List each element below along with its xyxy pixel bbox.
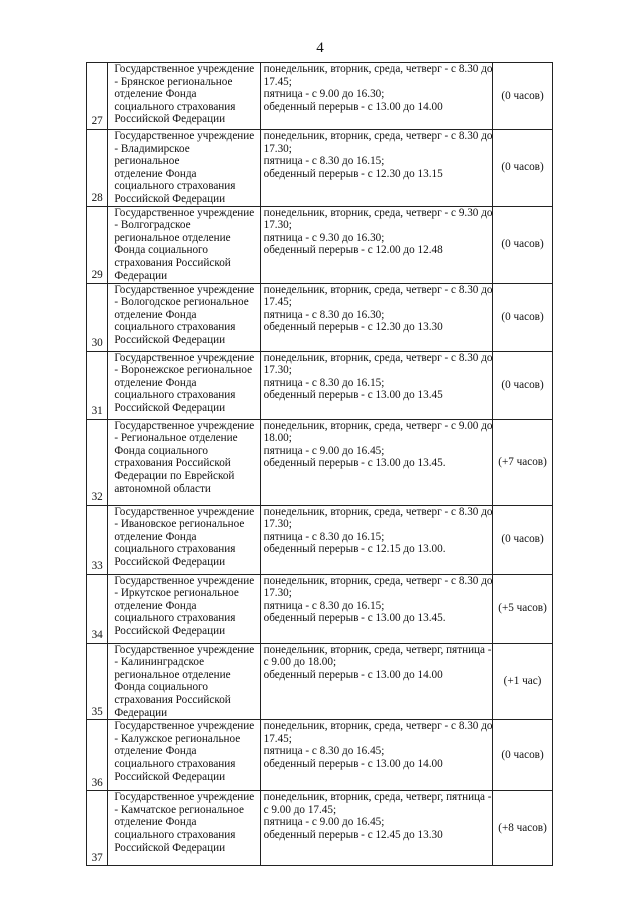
organization-line: социального страхования bbox=[114, 180, 236, 193]
organization-line: региональное отделение bbox=[114, 668, 231, 681]
organization-line: социального страхования bbox=[114, 389, 236, 402]
organization-cell bbox=[108, 643, 260, 720]
time-offset-cell: (0 часов) bbox=[493, 505, 553, 574]
row-number: 28 bbox=[87, 130, 108, 207]
organization-line: региональное отделение bbox=[114, 231, 231, 244]
schedule-line: 17.30; bbox=[263, 364, 292, 377]
organization-line: - Владимирское региональное bbox=[114, 142, 190, 168]
row-number: 33 bbox=[87, 505, 108, 574]
schedule-line: обеденный перерыв - с 13.00 до 13.45. bbox=[263, 612, 446, 625]
page-number: 4 bbox=[316, 40, 324, 56]
organization-line: Федерации bbox=[114, 706, 168, 719]
table-row bbox=[87, 574, 553, 643]
organization-line: отделение Фонда bbox=[114, 88, 197, 101]
schedule-line: понедельник, вторник, среда, четверг - с 9.30 до bbox=[263, 206, 493, 219]
organization-line: Государственное учреждение bbox=[114, 505, 255, 518]
schedule-line: 18.00; bbox=[263, 432, 292, 445]
organization-cell bbox=[108, 206, 260, 283]
schedule-cell bbox=[260, 130, 492, 207]
schedule-cell bbox=[260, 419, 492, 505]
organization-line: Государственное учреждение bbox=[114, 351, 255, 364]
organization-line: отделение Фонда bbox=[114, 376, 197, 389]
organization-line: - Калининградское bbox=[114, 656, 205, 669]
organization-line: - Иркутское региональное bbox=[114, 587, 239, 600]
organization-line: Российской Федерации bbox=[114, 333, 226, 346]
organization-cell bbox=[108, 63, 260, 130]
schedule-line: понедельник, вторник, среда, четверг - с 9.00 до bbox=[263, 419, 493, 432]
schedule-line: пятница - с 8.30 до 16.15; bbox=[263, 376, 385, 389]
schedule-cell bbox=[260, 283, 492, 351]
organization-line: социального страхования bbox=[114, 100, 236, 113]
organization-line: отделение Фонда bbox=[114, 530, 197, 543]
schedule-line: обеденный перерыв - с 13.00 до 14.00 bbox=[263, 757, 443, 770]
schedule-line: пятница - с 8.30 до 16.30; bbox=[263, 308, 385, 321]
organization-line: социального страхования bbox=[114, 543, 236, 556]
time-offset-cell: (0 часов) bbox=[493, 130, 553, 207]
schedule-line: обеденный перерыв - с 13.00 до 13.45. bbox=[263, 457, 446, 470]
schedule-line: пятница - с 8.30 до 16.15; bbox=[263, 530, 385, 543]
organization-line: Государственное учреждение bbox=[114, 791, 255, 804]
schedule-line: обеденный перерыв - с 12.30 до 13.15 bbox=[263, 167, 443, 180]
organization-line: социального страхования bbox=[114, 612, 236, 625]
organization-line: Российской Федерации bbox=[114, 624, 226, 637]
organization-line: социального страхования bbox=[114, 757, 236, 770]
organization-line: страхования Российской bbox=[114, 457, 231, 470]
schedule-line: 17.45; bbox=[263, 296, 292, 309]
schedule-line: обеденный перерыв - с 13.00 до 14.00 bbox=[263, 100, 443, 113]
time-offset-cell: (0 часов) bbox=[493, 351, 553, 419]
organization-cell bbox=[108, 720, 260, 791]
schedule-line: понедельник, вторник, среда, четверг - с 8.30 до bbox=[263, 720, 493, 733]
organization-line: - Камчатское региональное bbox=[114, 803, 244, 816]
organization-cell bbox=[108, 419, 260, 505]
table-row bbox=[87, 63, 553, 130]
office-schedule-table bbox=[86, 62, 553, 866]
organization-line: Государственное учреждение bbox=[114, 130, 255, 142]
time-offset-cell: (0 часов) bbox=[493, 720, 553, 791]
organization-cell bbox=[108, 505, 260, 574]
organization-line: Российской Федерации bbox=[114, 192, 226, 205]
table-row bbox=[87, 351, 553, 419]
organization-cell bbox=[108, 791, 260, 866]
schedule-line: обеденный перерыв - с 12.45 до 13.30 bbox=[263, 828, 443, 841]
organization-line: Государственное учреждение bbox=[114, 283, 255, 296]
row-number: 29 bbox=[87, 206, 108, 283]
organization-line: страхования Российской bbox=[114, 693, 231, 706]
organization-line: Федерации bbox=[114, 269, 168, 282]
row-number: 36 bbox=[87, 720, 108, 791]
organization-line: отделение Фонда bbox=[114, 308, 197, 321]
schedule-line: с 9.00 до 17.45; bbox=[263, 803, 337, 816]
organization-line: Государственное учреждение bbox=[114, 63, 255, 75]
organization-line: Российской Федерации bbox=[114, 555, 226, 568]
time-offset-cell: (0 часов) bbox=[493, 63, 553, 130]
organization-line: - Вологодское региональное bbox=[114, 296, 249, 309]
schedule-line: 17.30; bbox=[263, 219, 292, 232]
schedule-line: пятница - с 8.30 до 16.15; bbox=[263, 155, 385, 168]
organization-line: социального страхования bbox=[114, 828, 236, 841]
schedule-line: пятница - с 8.30 до 16.15; bbox=[263, 599, 385, 612]
schedule-line: пятница - с 9.00 до 16.45; bbox=[263, 444, 385, 457]
schedule-line: пятница - с 9.00 до 16.45; bbox=[263, 816, 385, 829]
row-number: 30 bbox=[87, 283, 108, 351]
organization-line: страхования Российской bbox=[114, 256, 231, 269]
table-row bbox=[87, 791, 553, 866]
schedule-line: 17.45; bbox=[263, 732, 292, 745]
table-row bbox=[87, 643, 553, 720]
time-offset-cell: (+1 час) bbox=[493, 643, 553, 720]
organization-line: автономной области bbox=[114, 482, 211, 495]
schedule-line: 17.45; bbox=[263, 75, 292, 88]
table-row bbox=[87, 206, 553, 283]
schedule-cell bbox=[260, 351, 492, 419]
time-offset-cell: (+5 часов) bbox=[493, 574, 553, 643]
organization-line: Государственное учреждение bbox=[114, 206, 255, 219]
schedule-line: пятница - с 9.00 до 16.30; bbox=[263, 88, 385, 101]
row-number: 27 bbox=[87, 63, 108, 130]
schedule-cell bbox=[260, 720, 492, 791]
schedule-line: 17.30; bbox=[263, 142, 292, 155]
table-row bbox=[87, 283, 553, 351]
organization-line: Российской Федерации bbox=[114, 770, 226, 783]
schedule-line: понедельник, вторник, среда, четверг - с 8.30 до bbox=[263, 283, 493, 296]
organization-line: отделение Фонда bbox=[114, 599, 197, 612]
organization-line: Государственное учреждение bbox=[114, 574, 255, 587]
organization-line: социального страхования bbox=[114, 321, 236, 334]
schedule-cell bbox=[260, 63, 492, 130]
time-offset-cell: (+8 часов) bbox=[493, 791, 553, 866]
organization-line: Фонда социального bbox=[114, 244, 208, 257]
organization-line: Российской Федерации bbox=[114, 401, 226, 414]
row-number: 31 bbox=[87, 351, 108, 419]
organization-line: - Волгоградское bbox=[114, 219, 191, 232]
organization-line: отделение Фонда bbox=[114, 745, 197, 758]
schedule-line: 17.30; bbox=[263, 518, 292, 531]
organization-line: Государственное учреждение bbox=[114, 720, 255, 733]
table-body bbox=[87, 63, 553, 866]
schedule-line: понедельник, вторник, среда, четверг - с 8.30 до bbox=[263, 63, 493, 75]
organization-line: Российской Федерации bbox=[114, 841, 226, 854]
organization-line: - Брянское региональное bbox=[114, 75, 233, 88]
time-offset-cell: (0 часов) bbox=[493, 283, 553, 351]
organization-cell bbox=[108, 130, 260, 207]
schedule-line: понедельник, вторник, среда, четверг, пятница - bbox=[263, 643, 492, 656]
organization-line: Государственное учреждение bbox=[114, 419, 255, 432]
schedule-line: пятница - с 9.30 до 16.30; bbox=[263, 231, 385, 244]
table-row bbox=[87, 505, 553, 574]
schedule-line: понедельник, вторник, среда, четверг - с 8.30 до bbox=[263, 574, 493, 587]
organization-line: Российской Федерации bbox=[114, 113, 226, 126]
organization-line: - Ивановское региональное bbox=[114, 518, 245, 531]
time-offset-cell: (+7 часов) bbox=[493, 419, 553, 505]
schedule-line: 17.30; bbox=[263, 587, 292, 600]
schedule-line: обеденный перерыв - с 12.30 до 13.30 bbox=[263, 321, 443, 334]
organization-line: Государственное учреждение bbox=[114, 643, 255, 656]
schedule-line: обеденный перерыв - с 13.00 до 13.45 bbox=[263, 389, 443, 402]
organization-line: - Калужское региональное bbox=[114, 732, 241, 745]
schedule-line: понедельник, вторник, среда, четверг, пятница - bbox=[263, 791, 492, 804]
organization-line: отделение Фонда bbox=[114, 816, 197, 829]
table-row bbox=[87, 130, 553, 207]
schedule-line: понедельник, вторник, среда, четверг - с 8.30 до bbox=[263, 505, 493, 518]
table-row bbox=[87, 419, 553, 505]
schedule-line: понедельник, вторник, среда, четверг - с 8.30 до bbox=[263, 351, 493, 364]
row-number: 35 bbox=[87, 643, 108, 720]
organization-line: Федерации по Еврейской bbox=[114, 469, 235, 482]
schedule-line: обеденный перерыв - с 12.00 до 12.48 bbox=[263, 244, 443, 257]
schedule-line: с 9.00 до 18.00; bbox=[263, 656, 337, 669]
row-number: 34 bbox=[87, 574, 108, 643]
table-row bbox=[87, 720, 553, 791]
schedule-line: обеденный перерыв - с 12.15 до 13.00. bbox=[263, 543, 446, 556]
organization-line: отделение Фонда bbox=[114, 167, 197, 180]
schedule-cell bbox=[260, 791, 492, 866]
schedule-line: пятница - с 8.30 до 16.45; bbox=[263, 745, 385, 758]
organization-line: Фонда социального bbox=[114, 681, 208, 694]
row-number: 32 bbox=[87, 419, 108, 505]
organization-line: - Региональное отделение bbox=[114, 432, 238, 445]
organization-cell bbox=[108, 351, 260, 419]
organization-cell bbox=[108, 283, 260, 351]
schedule-cell bbox=[260, 206, 492, 283]
time-offset-cell: (0 часов) bbox=[493, 206, 553, 283]
organization-line: - Воронежское региональное bbox=[114, 364, 253, 377]
schedule-line: обеденный перерыв - с 13.00 до 14.00 bbox=[263, 668, 443, 681]
row-number: 37 bbox=[87, 791, 108, 866]
organization-line: Фонда социального bbox=[114, 444, 208, 457]
organization-cell bbox=[108, 574, 260, 643]
schedule-line: понедельник, вторник, среда, четверг - с 8.30 до bbox=[263, 130, 493, 142]
schedule-cell bbox=[260, 505, 492, 574]
schedule-cell bbox=[260, 574, 492, 643]
schedule-cell bbox=[260, 643, 492, 720]
